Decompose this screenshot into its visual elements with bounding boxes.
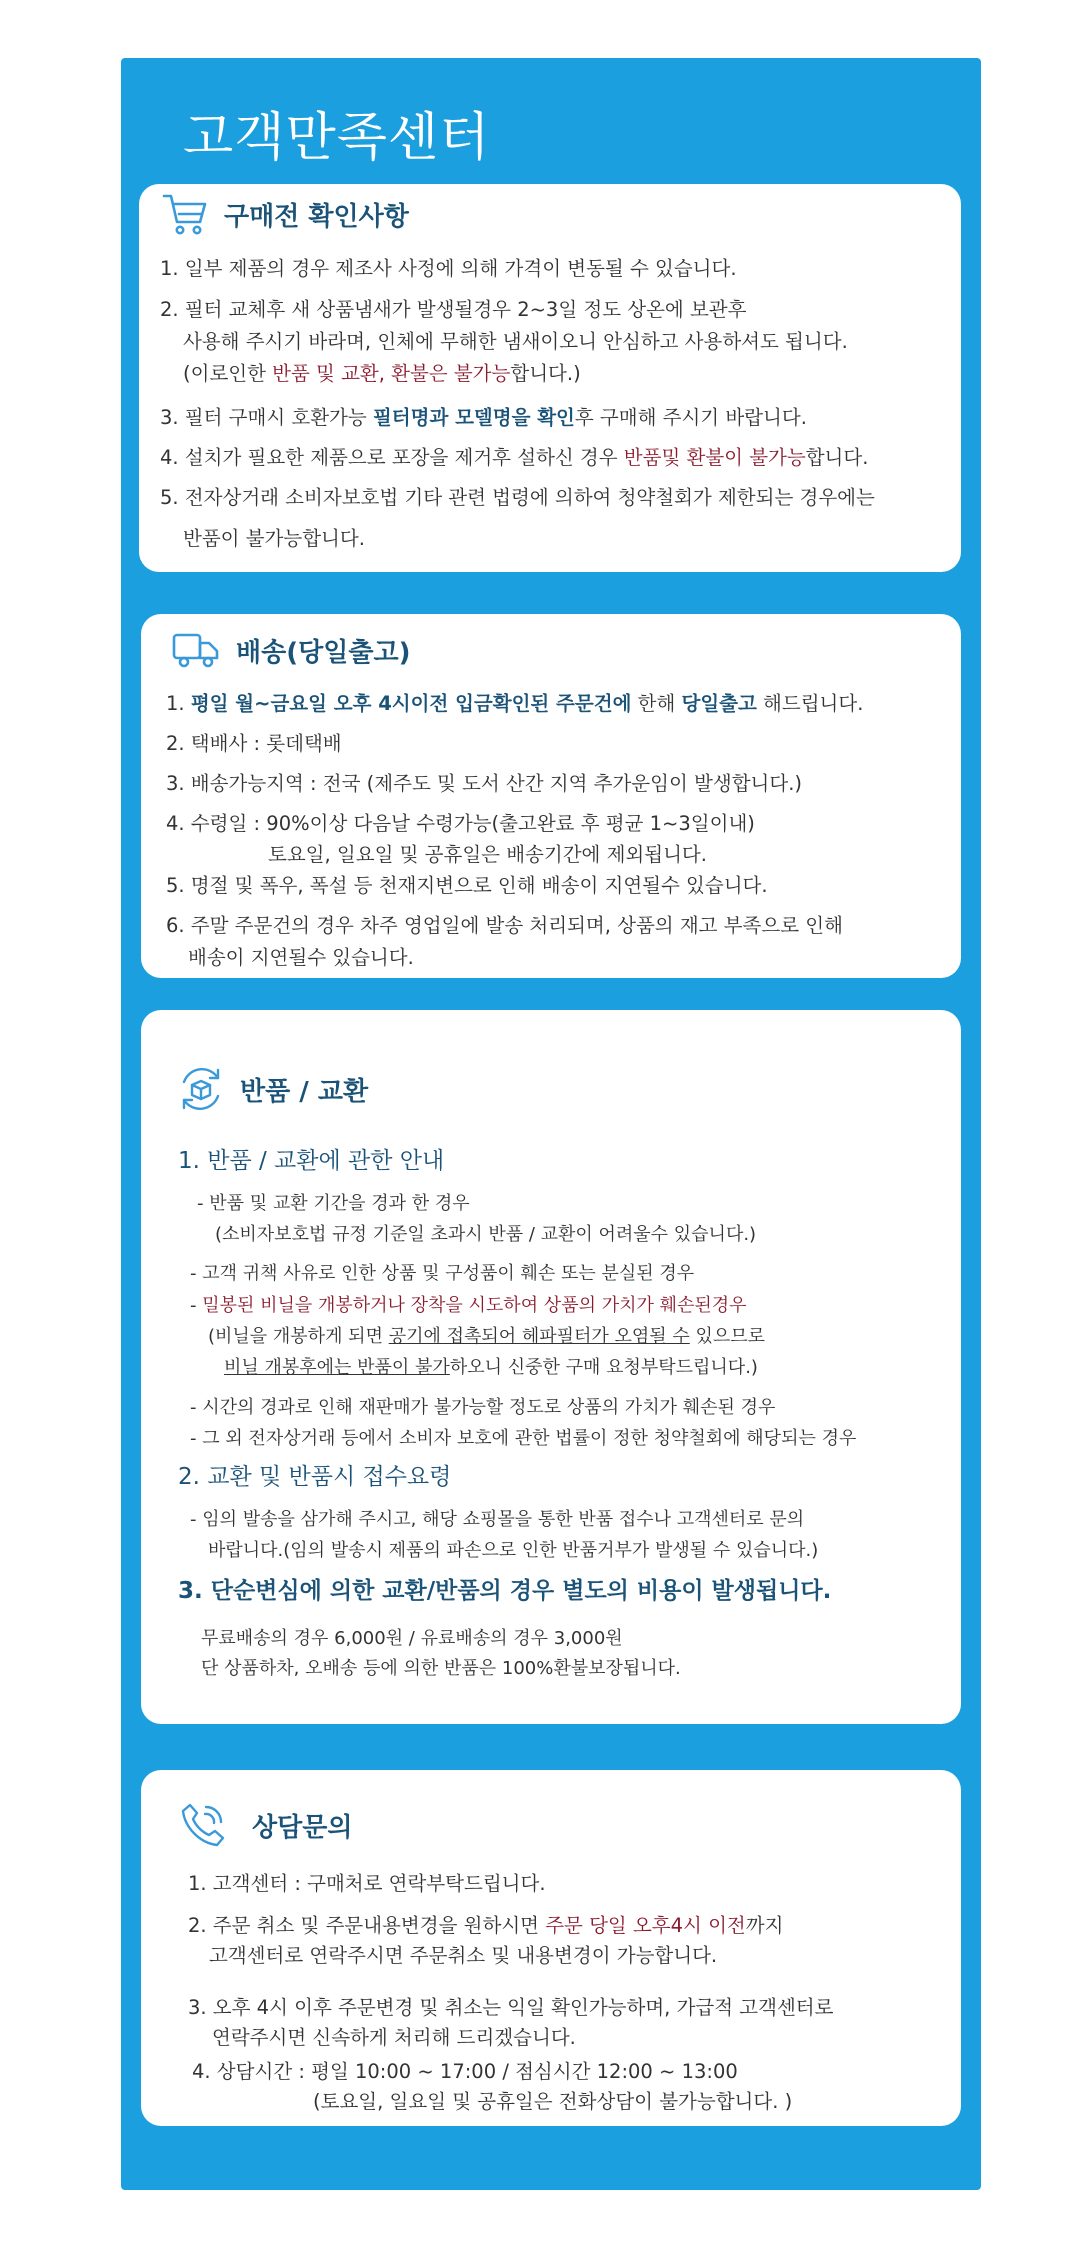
list-item: 고객센터로 연락주시면 주문취소 및 내용변경이 가능합니다. (209, 1944, 718, 1967)
emphasis-text: 반품및 환불이 불가능 (623, 446, 806, 469)
list-item: 토요일, 일요일 및 공휴일은 배송기간에 제외됩니다. (268, 843, 707, 866)
text: (이로인한 (183, 362, 273, 385)
list-item: - 임의 발송을 삼가해 주시고, 해당 쇼핑몰을 통한 반품 접수나 고객센터로 문의 (190, 1509, 805, 1530)
phone-icon (178, 1800, 228, 1850)
list-item: 단 상품하차, 오배송 등에 의한 반품은 100%환불보장됩니다. (201, 1658, 681, 1679)
text: 3. 필터 구매시 호환가능 (160, 406, 373, 429)
text: 해드립니다. (756, 692, 864, 715)
list-item (160, 446, 868, 469)
text: - (190, 1295, 203, 1316)
list-item (166, 692, 863, 715)
list-item: 2. 택배사 : 롯데택배 (166, 732, 342, 755)
returns-title: 반품 / 교환 (240, 1076, 369, 1107)
text: 합니다. (805, 446, 869, 469)
text: 있으므로 (689, 1326, 766, 1347)
page-title: 고객만족센터 (183, 108, 491, 168)
list-item: 무료배송의 경우 6,000원 / 유료배송의 경우 3,000원 (201, 1628, 623, 1649)
list-item: 2. 필터 교체후 새 상품냄새가 발생될경우 2~3일 정도 상온에 보관후 (160, 298, 747, 321)
list-item: 배송이 지연될수 있습니다. (188, 946, 414, 969)
list-item (224, 1357, 758, 1379)
returns-subheading: 2. 교환 및 반품시 접수요령 (178, 1464, 452, 1490)
delivery-truck-icon (172, 630, 220, 670)
list-item: (토요일, 일요일 및 공휴일은 전화상담이 불가능합니다. ) (313, 2090, 793, 2113)
before-purchase-title: 구매전 확인사항 (224, 201, 409, 232)
return-box-icon (176, 1064, 226, 1114)
emphasis-text: 주문 당일 오후4시 이전 (545, 1914, 746, 1937)
inquiry-title: 상담문의 (252, 1812, 353, 1843)
list-item (183, 362, 581, 385)
list-item: 연락주시면 신속하게 처리해 드리겠습니다. (212, 2026, 576, 2049)
emphasis-text: 평일 월~금요일 오후 4시이전 입금확인된 주문건에 (190, 692, 632, 715)
text: 4. 설치가 필요한 제품으로 포장을 제거후 설하신 경우 (160, 446, 624, 469)
shipping-header (172, 630, 410, 670)
text: 후 구매해 주시기 바랍니다. (574, 406, 807, 429)
list-item: 4. 상담시간 : 평일 10:00 ~ 17:00 / 점심시간 12:00 ~ 13:00 (192, 2060, 738, 2083)
list-item: - 시간의 경과로 인해 재판매가 불가능할 정도로 상품의 가치가 훼손된 경우 (190, 1397, 776, 1418)
list-item: 바랍니다.(임의 발송시 제품의 파손으로 인한 반품거부가 발생될 수 있습니다.) (208, 1540, 819, 1561)
list-item (160, 406, 807, 429)
list-item: 1. 일부 제품의 경우 제조사 사정에 의해 가격이 변동될 수 있습니다. (160, 257, 737, 280)
list-item: 5. 전자상거래 소비자보호법 기타 관련 법령에 의하여 청약철회가 제한되는 경우에는 (160, 486, 875, 509)
list-item: - 반품 및 교환 기간을 경과 한 경우 (197, 1193, 470, 1214)
before-purchase-header (162, 192, 409, 236)
list-item: 5. 명절 및 폭우, 폭설 등 천재지변으로 인해 배송이 지연될수 있습니다. (166, 874, 768, 897)
text: 한해 (631, 692, 682, 715)
text: 1. (166, 692, 191, 715)
list-item: - 그 외 전자상거래 등에서 소비자 보호에 관한 법률이 정한 청약철회에 해당되는 경우 (190, 1428, 857, 1449)
list-item: - 고객 귀책 사유로 인한 상품 및 구성품이 훼손 또는 분실된 경우 (190, 1263, 695, 1284)
list-item: 반품이 불가능합니다. (183, 527, 365, 550)
emphasis-text: 밀봉된 비닐을 개봉하거나 장착을 시도하여 상품의 가치가 훼손된경우 (202, 1295, 747, 1316)
list-item: 3. 오후 4시 이후 주문변경 및 취소는 익일 확인가능하며, 가급적 고객센터로 (188, 1996, 834, 2019)
shipping-title: 배송(당일출고) (236, 637, 411, 668)
shopping-cart-icon (162, 192, 208, 236)
list-item: 1. 고객센터 : 구매처로 연락부탁드립니다. (188, 1872, 546, 1895)
returns-subheading: 3. 단순변심에 의한 교환/반품의 경우 별도의 비용이 발생됩니다. (178, 1578, 832, 1604)
list-item (208, 1326, 765, 1348)
text: 까지 (745, 1914, 784, 1937)
underlined-text: 비닐 개봉후에는 반품이 불가 (224, 1357, 450, 1378)
text: 2. 주문 취소 및 주문내용변경을 원하시면 (188, 1914, 546, 1937)
returns-header (176, 1064, 368, 1114)
list-item (190, 1295, 747, 1317)
underlined-text: 공기에 접촉되어 헤파필터가 오염될 수 (388, 1326, 690, 1347)
text: 합니다.) (510, 362, 581, 385)
emphasis-text: 필터명과 모델명을 확인 (372, 406, 575, 429)
returns-subheading: 1. 반품 / 교환에 관한 안내 (178, 1148, 445, 1174)
text: 하오니 신중한 구매 요청부탁드립니다.) (449, 1357, 758, 1378)
emphasis-text: 당일출고 (681, 692, 757, 715)
emphasis-text: 반품 및 교환, 환불은 불가능 (272, 362, 511, 385)
text: (비닐을 개봉하게 되면 (208, 1326, 389, 1347)
list-item: 6. 주말 주문건의 경우 차주 영업일에 발송 처리되며, 상품의 재고 부족으로 인해 (166, 914, 843, 937)
list-item: 4. 수령일 : 90%이상 다음날 수령가능(출고완료 후 평균 1~3일이내) (166, 812, 755, 835)
list-item: (소비자보호법 규정 기준일 초과시 반품 / 교환이 어려울수 있습니다.) (215, 1224, 757, 1245)
list-item: 3. 배송가능지역 : 전국 (제주도 및 도서 산간 지역 추가운임이 발생합니다.) (166, 772, 803, 795)
list-item (188, 1914, 783, 1937)
list-item: 사용해 주시기 바라며, 인체에 무해한 냄새이오니 안심하고 사용하셔도 됩니다. (183, 330, 848, 353)
inquiry-header (178, 1800, 352, 1850)
